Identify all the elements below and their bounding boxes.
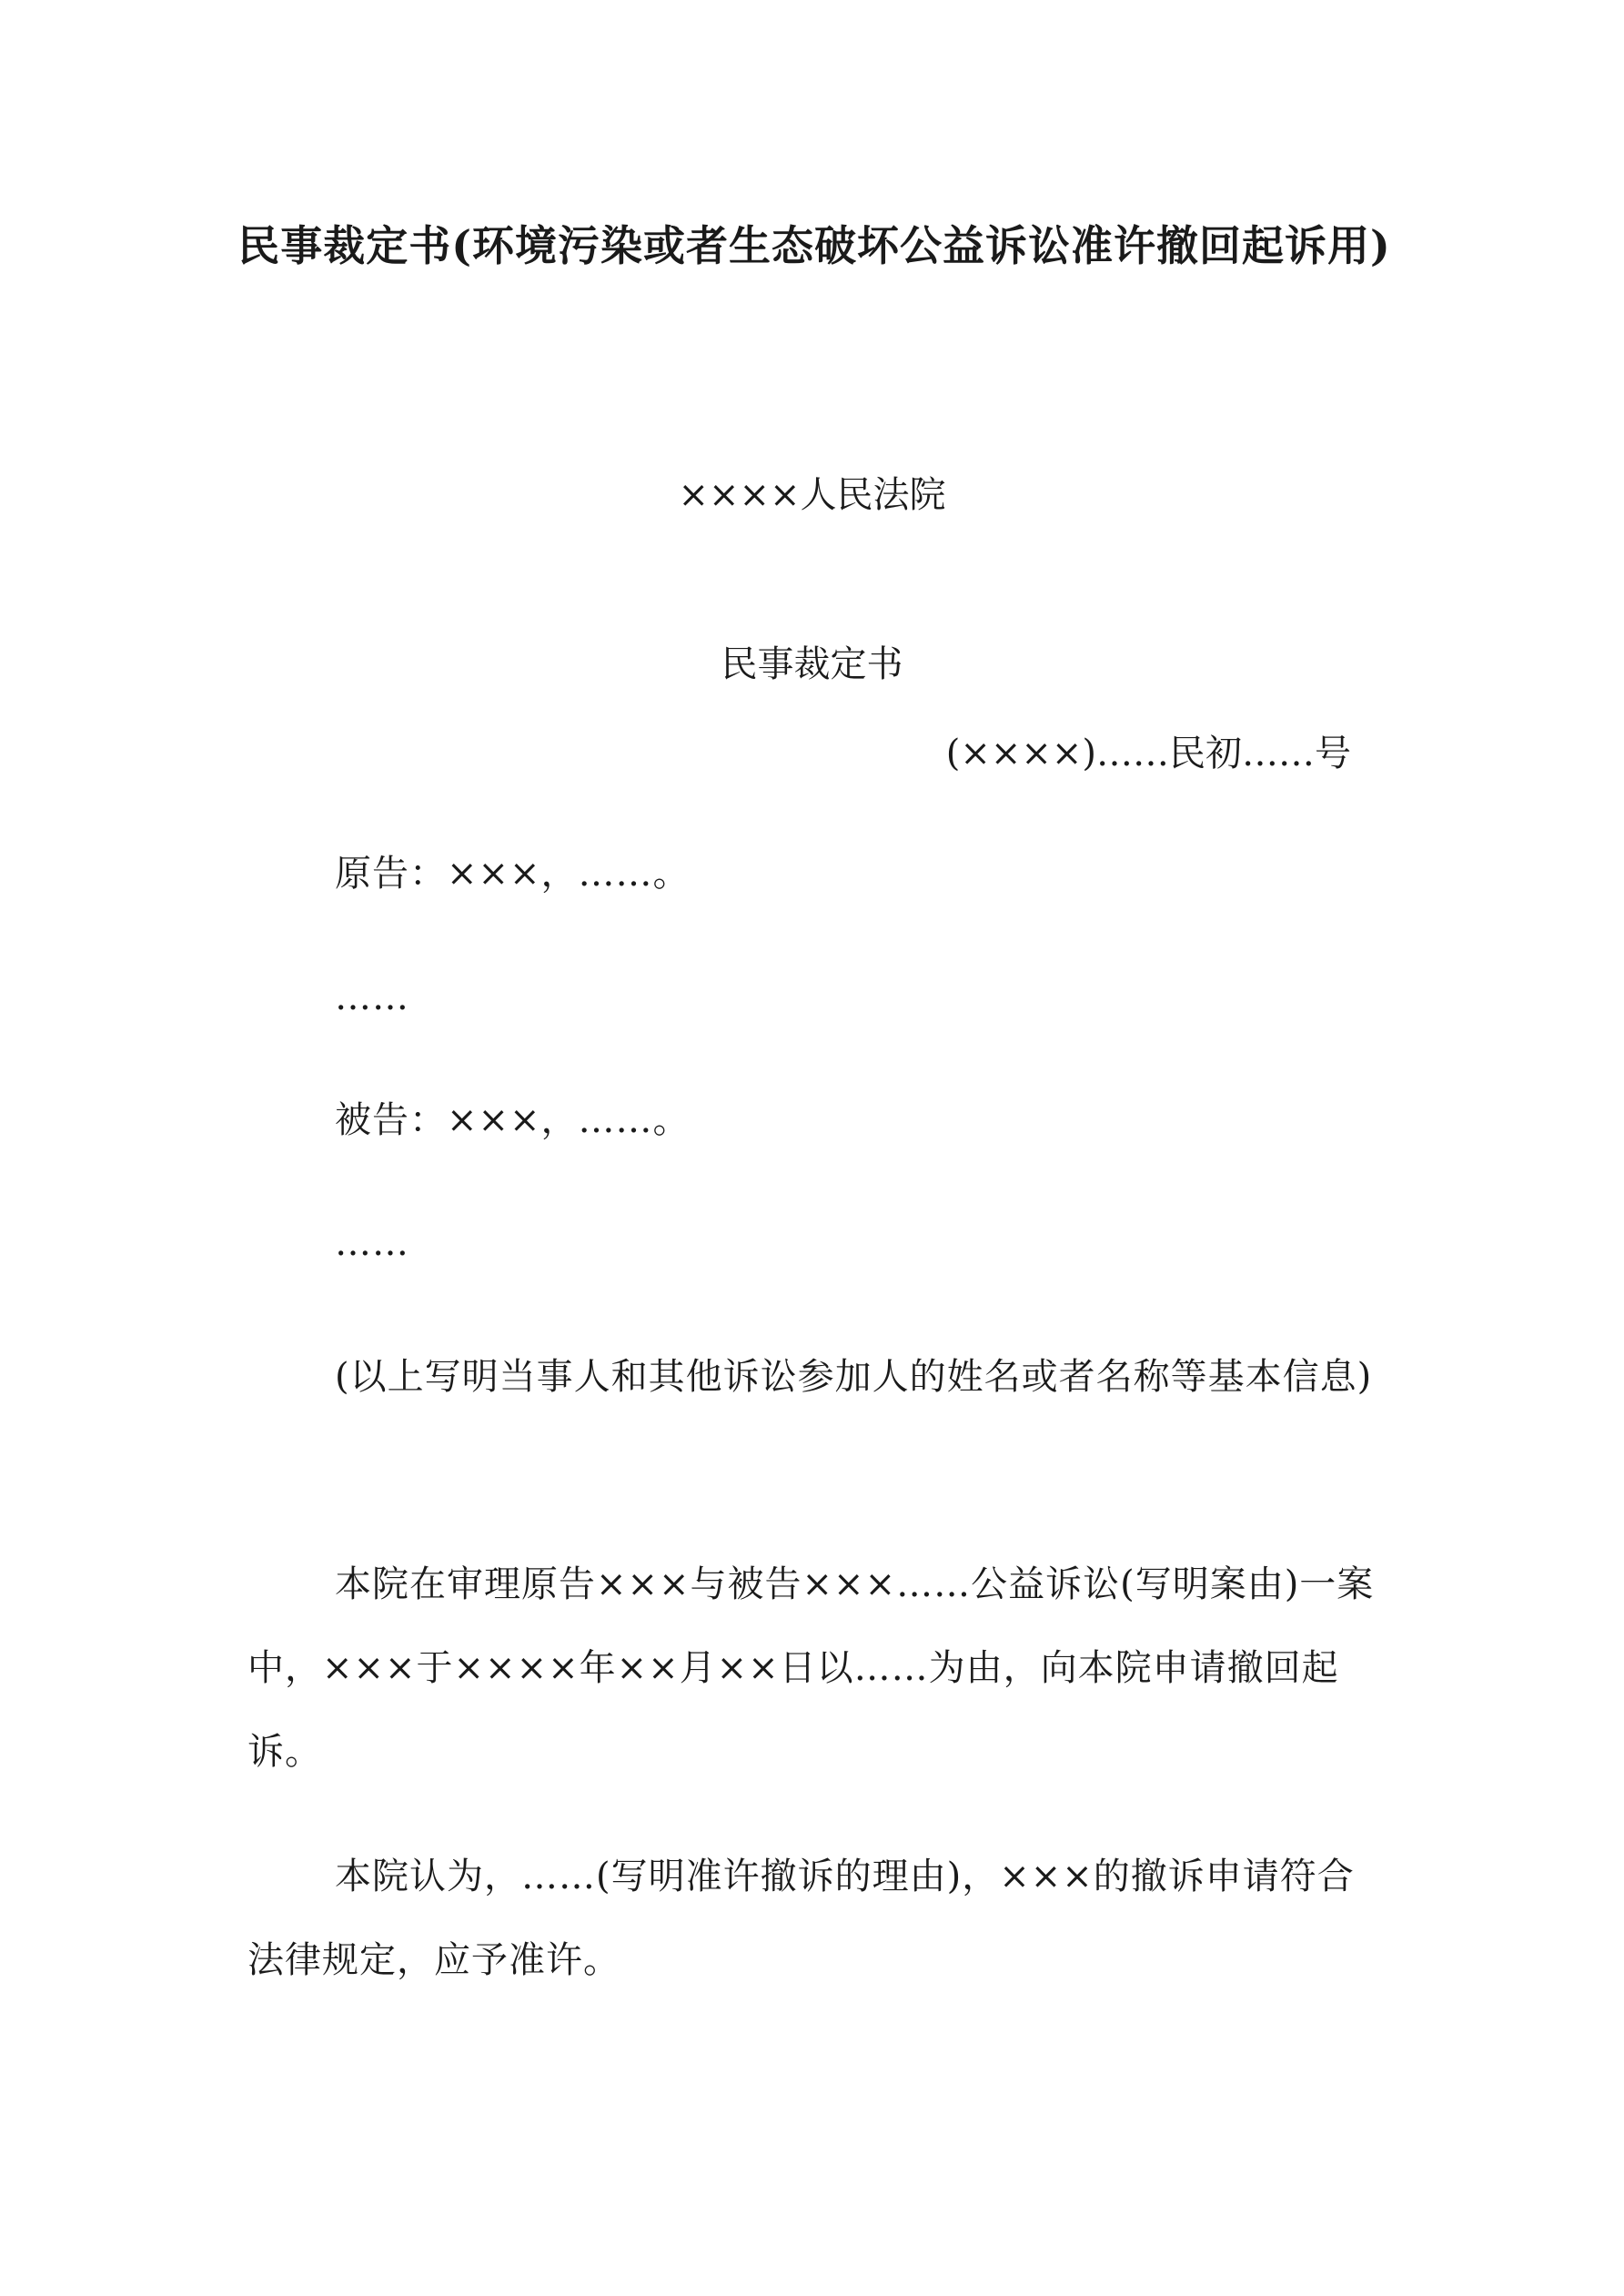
document-title: 民事裁定书(环境污染或者生态破坏公益诉讼准许撤回起诉用) [237,221,1391,270]
plaintiff-more-line: …… [335,976,409,1018]
court-name: ××××人民法院 [678,474,946,516]
plaintiff-line: 原告：×××，……。 [335,853,691,895]
defendant-line: 被告：×××，……。 [335,1099,691,1141]
case-number: (××××)……民初……号 [945,733,1351,774]
parties-note-paragraph: (以上写明当事人和其他诉讼参加人的姓名或者名称等基本信息) [335,1356,1373,1398]
reasoning-paragraph: 本院认为，……(写明准许撤诉的理由)，×××的撤诉申请符合法律规定，应予准许。 [247,1856,1355,1981]
facts-paragraph: 本院在审理原告×××与被告×××……公益诉讼(写明案由)一案中，×××于××××年××月××日以……为由，向本院申请撤回起诉。 [247,1563,1375,1773]
defendant-more-line: …… [335,1222,409,1264]
document-type: 民事裁定书 [721,643,903,685]
